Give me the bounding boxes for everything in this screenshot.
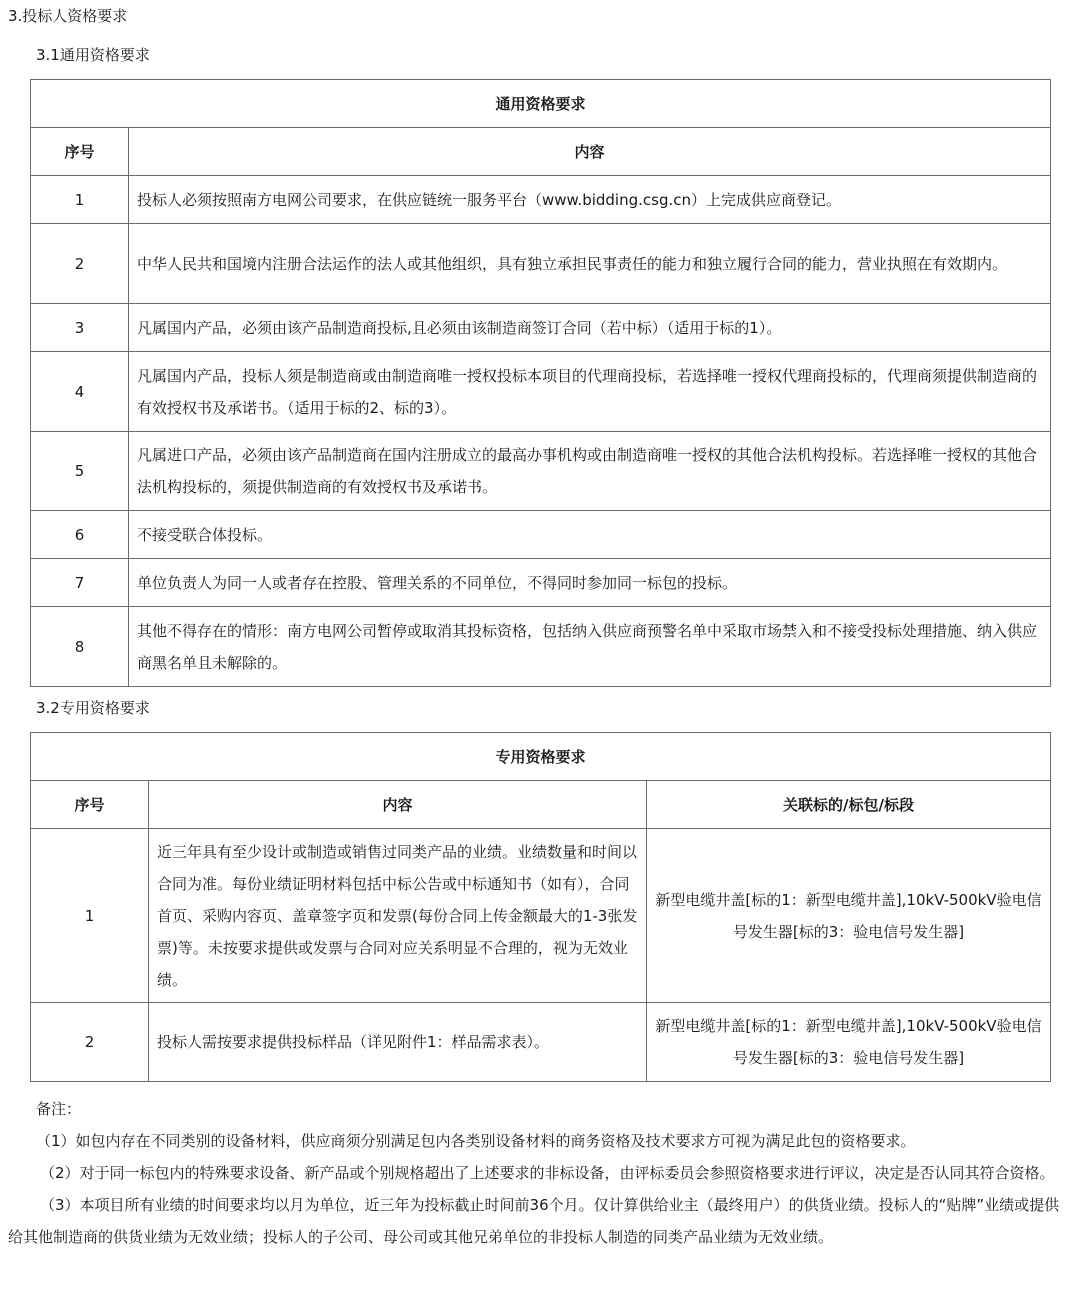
- notes-section: [8, 1093, 1072, 1253]
- table-row: [31, 432, 1051, 511]
- row-no: 3: [31, 304, 129, 352]
- table-row: [31, 176, 1051, 224]
- general-requirements-table: [30, 79, 1051, 687]
- row-content: 凡属进口产品，必须由该产品制造商在国内注册成立的最高办事机构或由制造商唯一授权的其他合法机构投标。若选择唯一授权的其他合法机构投标的，须提供制造商的有效授权书及承诺书。: [129, 432, 1051, 511]
- table-row: [31, 1003, 1051, 1082]
- row-content: 投标人需按要求提供投标样品（详见附件1：样品需求表）。: [149, 1003, 647, 1082]
- row-content: 不接受联合体投标。: [129, 511, 1051, 559]
- table-row: [31, 607, 1051, 687]
- table-row: [31, 511, 1051, 559]
- special-table-title: 专用资格要求: [31, 733, 1051, 781]
- row-no: 4: [31, 352, 129, 432]
- row-related: 新型电缆井盖[标的1：新型电缆井盖],10kV-500kV验电信号发生器[标的3：验电信号发生器]: [647, 1003, 1051, 1082]
- row-no: 5: [31, 432, 129, 511]
- general-requirements-subtitle: 3.1通用资格要求: [36, 46, 150, 64]
- special-requirements-subtitle: 3.2专用资格要求: [36, 699, 150, 717]
- row-no: 8: [31, 607, 129, 687]
- row-no: 1: [31, 176, 129, 224]
- row-content: 投标人必须按照南方电网公司要求，在供应链统一服务平台（www.bidding.csg.cn）上完成供应商登记。: [129, 176, 1051, 224]
- row-content: 其他不得存在的情形：南方电网公司暂停或取消其投标资格，包括纳入供应商预警名单中采取市场禁入和不接受投标处理措施、纳入供应商黑名单且未解除的。: [129, 607, 1051, 687]
- row-content: 单位负责人为同一人或者存在控股、管理关系的不同单位，不得同时参加同一标包的投标。: [129, 559, 1051, 607]
- note-2: （2）对于同一标包内的特殊要求设备、新产品或个别规格超出了上述要求的非标设备，由评标委员会参照资格要求进行评议，决定是否认同其符合资格。: [40, 1164, 1055, 1182]
- row-content: 凡属国内产品，必须由该产品制造商投标,且必须由该制造商签订合同（若中标）（适用于标的1）。: [129, 304, 1051, 352]
- table-row: [31, 559, 1051, 607]
- row-related: 新型电缆井盖[标的1：新型电缆井盖],10kV-500kV验电信号发生器[标的3：验电信号发生器]: [647, 829, 1051, 1003]
- notes-label: 备注：: [36, 1100, 82, 1118]
- table-row: [31, 352, 1051, 432]
- row-content: 中华人民共和国境内注册合法运作的法人或其他组织，具有独立承担民事责任的能力和独立履行合同的能力，营业执照在有效期内。: [129, 224, 1051, 304]
- row-no: 1: [31, 829, 149, 1003]
- special-col-related-header: 关联标的/标包/标段: [647, 781, 1051, 829]
- row-no: 6: [31, 511, 129, 559]
- special-col-no-header: 序号: [31, 781, 149, 829]
- note-1: （1）如包内存在不同类别的设备材料，供应商须分别满足包内各类别设备材料的商务资格及技术要求方可视为满足此包的资格要求。: [36, 1132, 916, 1150]
- general-col-content-header: 内容: [129, 128, 1051, 176]
- table-row: [31, 829, 1051, 1003]
- table-row: [31, 224, 1051, 304]
- row-no: 2: [31, 224, 129, 304]
- special-col-content-header: 内容: [149, 781, 647, 829]
- table-row: [31, 304, 1051, 352]
- general-col-no-header: 序号: [31, 128, 129, 176]
- section-title: 3.投标人资格要求: [8, 7, 128, 25]
- note-3: （3）本项目所有业绩的时间要求均以月为单位，近三年为投标截止时间前36个月。仅计算供给业主（最终用户）的供货业绩。投标人的“贴牌”业绩或提供给其他制造商的供货业绩为无效业绩；投标人的子公司、母公司或其他兄弟单位的非投标人制造的同类产品业绩为无效业绩。: [8, 1196, 1060, 1246]
- row-content: 凡属国内产品，投标人须是制造商或由制造商唯一授权投标本项目的代理商投标，若选择唯一授权代理商投标的，代理商须提供制造商的有效授权书及承诺书。（适用于标的2、标的3）。: [129, 352, 1051, 432]
- row-content: 近三年具有至少设计或制造或销售过同类产品的业绩。业绩数量和时间以合同为准。每份业绩证明材料包括中标公告或中标通知书（如有），合同首页、采购内容页、盖章签字页和发票(每份合同上传金额最大的1-3张发票)等。未按要求提供或发票与合同对应关系明显不合理的，视为无效业绩。: [149, 829, 647, 1003]
- row-no: 7: [31, 559, 129, 607]
- row-no: 2: [31, 1003, 149, 1082]
- special-requirements-table: [30, 732, 1051, 1082]
- general-table-title: 通用资格要求: [31, 80, 1051, 128]
